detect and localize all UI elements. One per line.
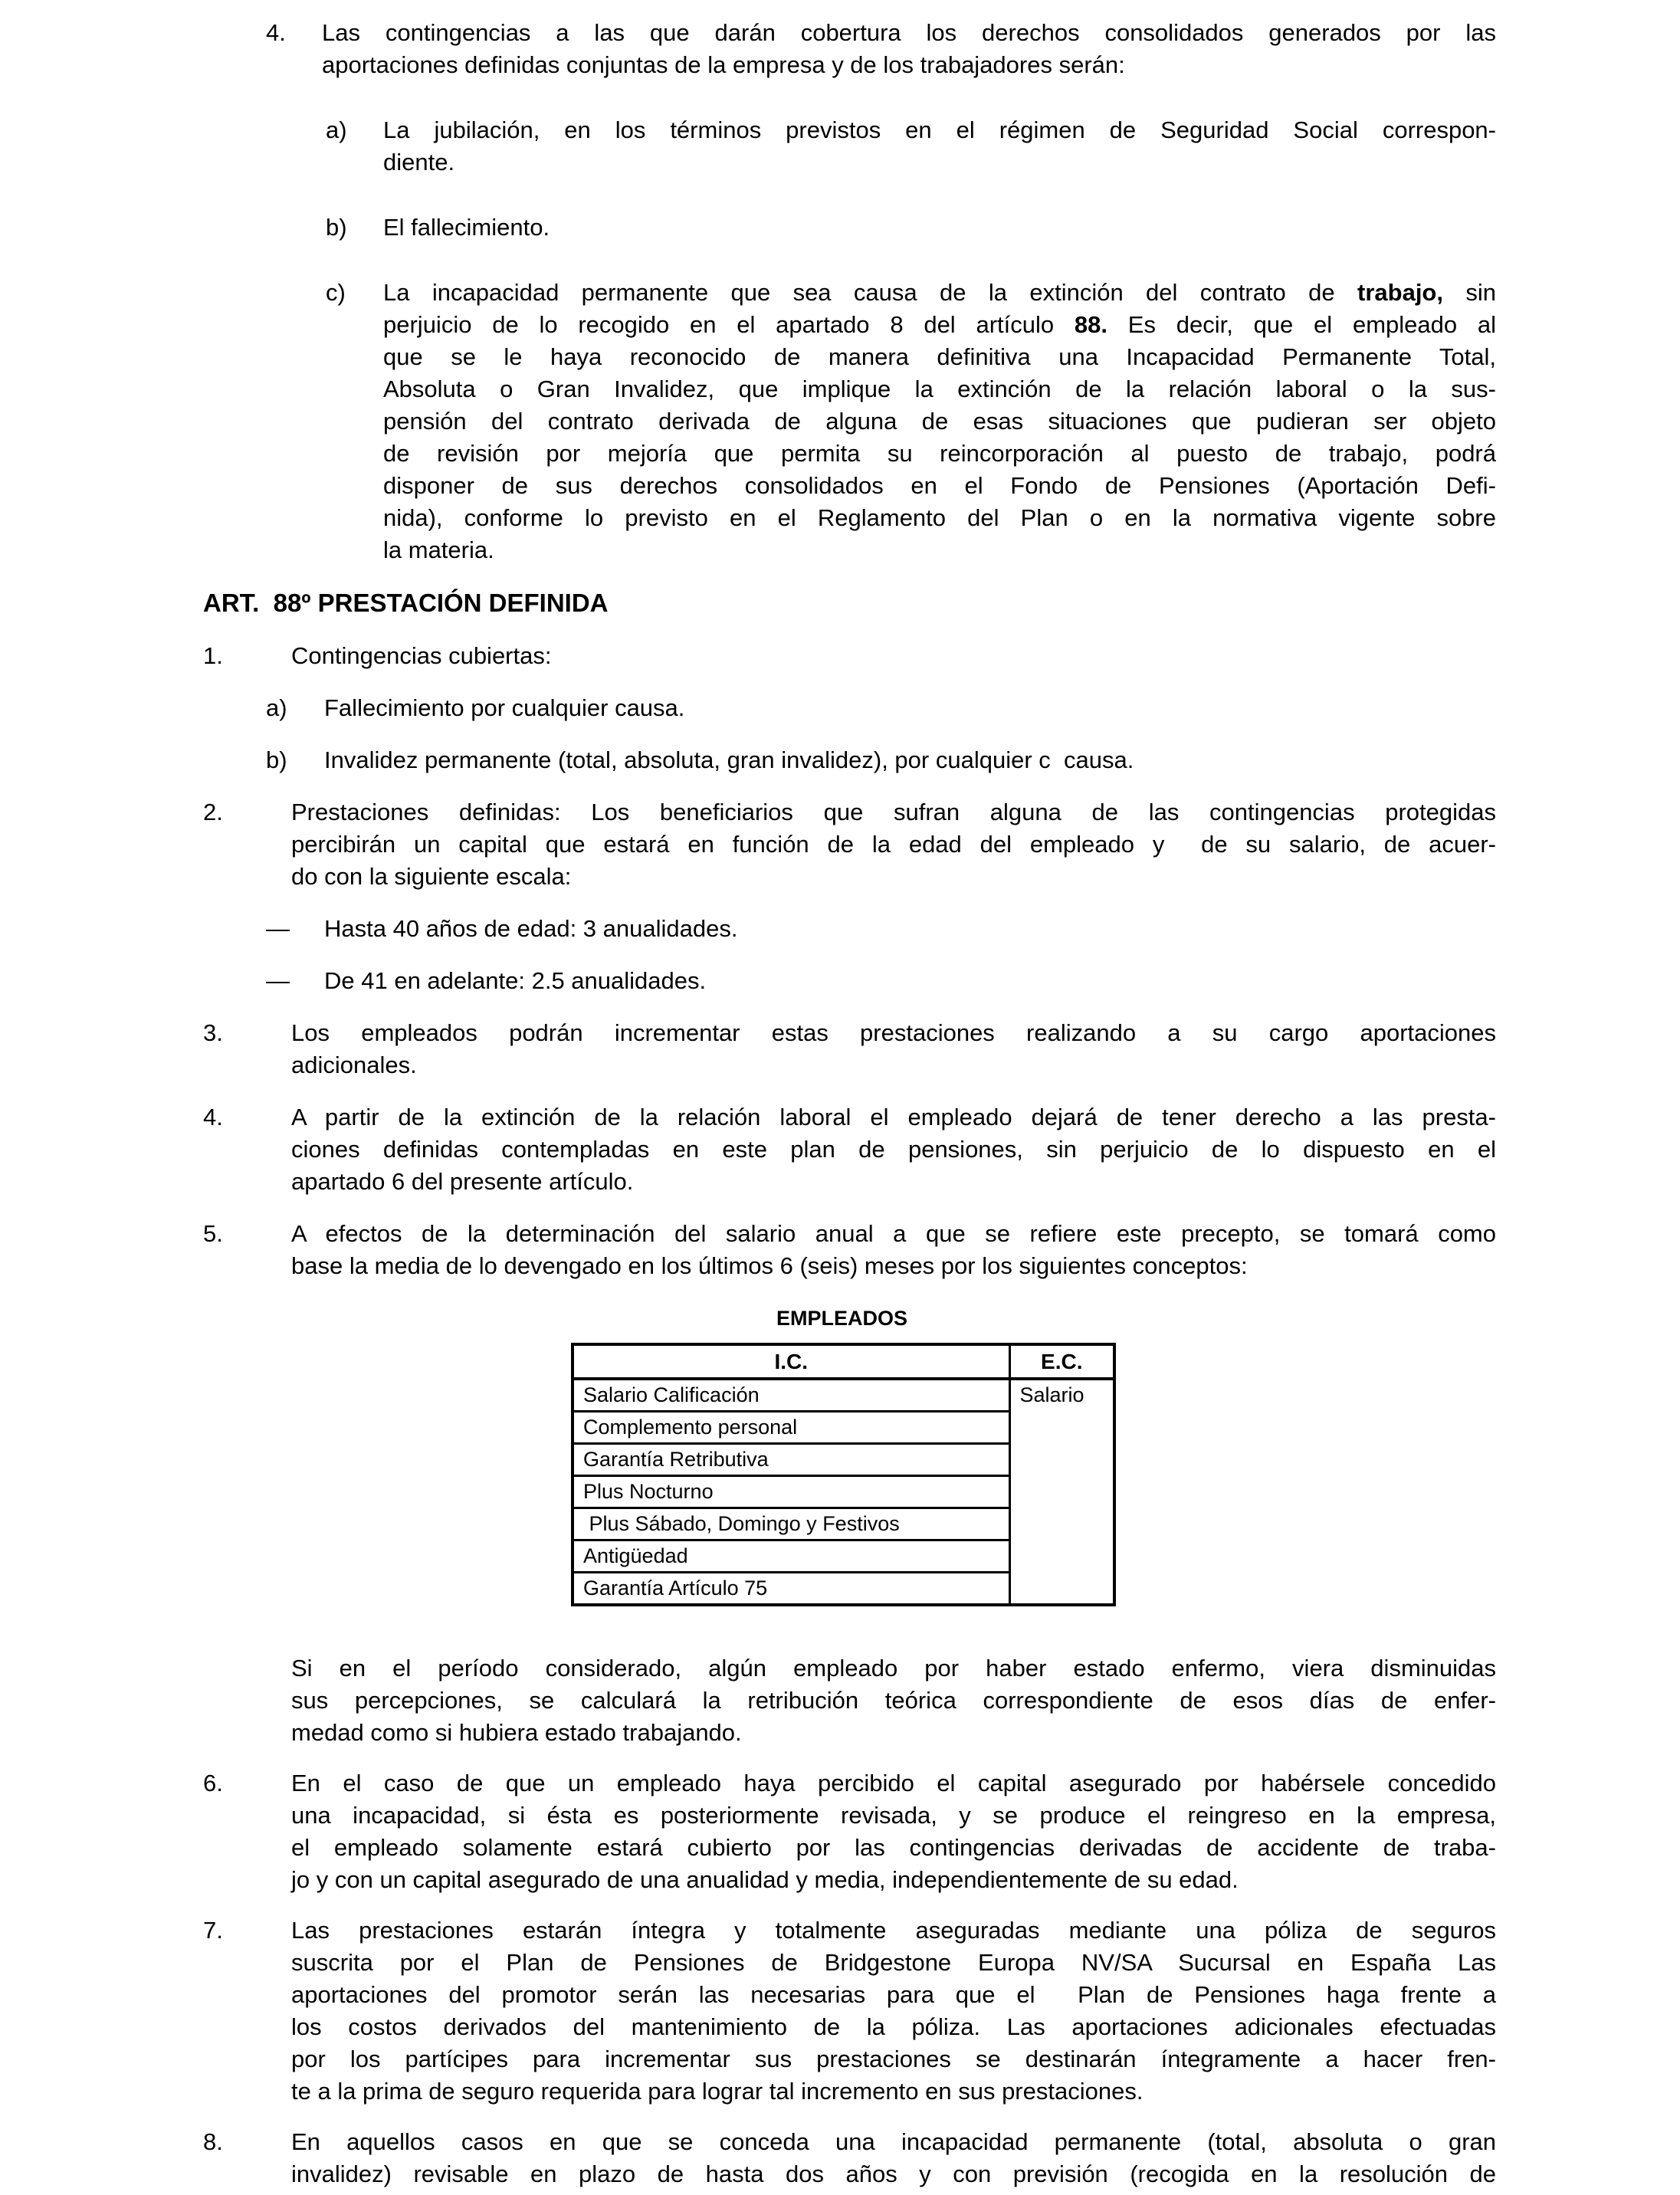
text-line: De 41 en adelante: 2.5 anualidades. [324,967,707,994]
text-line: Contingencias cubiertas: [291,642,552,669]
text-line: disponer de sus derechos consolidados en el Fondo de Pensiones (Aportación Defi- [383,472,1496,499]
text-line: do con la siguiente escala: [291,863,572,890]
table-cell-ic: Antigüedad [573,1540,1009,1573]
list-item [0,1914,1496,2108]
list-subitem [0,913,1496,945]
table-cell-ic: Garantía Retributiva [573,1444,1009,1476]
text-line: te a la prima de seguro requerida para lograr tal incremento en sus prestaciones. [291,2078,1144,2105]
post-table-paragraph [0,1652,1496,1749]
text-line: diente. [383,149,455,176]
text-line: invalidez) revisable en plazo de hasta dos años y con previsión (recogida en la resolución de [291,2161,1496,2187]
text-line: Las prestaciones estarán íntegra y totalmente aseguradas mediante una póliza de seguros [291,1917,1496,1944]
list-item [0,796,1496,893]
text-line: una incapacidad, si ésta es posteriormente revisada, y se produce el reingreso en la empresa, [291,1802,1496,1829]
list-item [0,17,1496,81]
list-item [0,2126,1496,2190]
text-line: la materia. [383,536,494,563]
intro-section [0,17,1496,566]
list-marker: 7. [203,1917,223,1944]
table-cell-ic: Plus Nocturno [573,1476,1009,1508]
text-line: los costos derivados del mantenimiento de la póliza. Las aportaciones adicionales efectuadas [291,2013,1496,2040]
text-line: Si en el período considerado, algún empleado por haber estado enfermo, viera disminuidas [291,1655,1496,1682]
table-section [0,1305,1496,1606]
text-line: apartado 6 del presente artículo. [291,1168,634,1195]
employees-table [571,1343,1116,1606]
list-item [0,1017,1496,1081]
list-marker: b) [326,214,347,241]
text-line: Fallecimiento por cualquier causa. [324,694,685,721]
text-line: A partir de la extinción de la relación laboral el empleado dejará de tener derecho a las presta- [291,1104,1496,1130]
paragraph [0,1652,1496,1749]
text-line: base la media de lo devengado en los últimos 6 (seis) meses por los siguientes conceptos: [291,1252,1248,1279]
list-marker: 4. [266,19,286,46]
text-line: percibirán un capital que estará en función de la edad del empleado y de su salario, de acuer- [291,831,1496,858]
list-item [0,1218,1496,1282]
text-line: aportaciones del promotor serán las necesarias para que el Plan de Pensiones haga frente a [291,1981,1496,2008]
text-line: por los partícipes para incrementar sus prestaciones se destinarán íntegramente a hacer fren- [291,2046,1496,2072]
list-marker: a) [266,694,287,721]
text-line: La incapacidad permanente que sea causa de la extinción del contrato de trabajo, sin [383,279,1496,306]
table-cell-ic: Complemento personal [573,1412,1009,1444]
items-before-table [0,640,1496,1282]
table-cell-ic: Garantía Artículo 75 [573,1573,1009,1606]
column-header-ec: E.C. [1009,1344,1114,1379]
list-marker: 4. [203,1104,223,1130]
text-line: suscrita por el Plan de Pensiones de Bridgestone Europa NV/SA Sucursal en España Las [291,1949,1496,1976]
text-line: En aquellos casos en que se conceda una incapacidad permanente (total, absoluta o gran [291,2128,1496,2155]
text-line: jo y con un capital asegurado de una anualidad y media, independientemente de su edad. [291,1866,1239,1893]
list-marker: — [266,967,290,994]
list-marker: 6. [203,1770,223,1796]
table-title: EMPLEADOS [776,1307,908,1330]
text-line: sus percepciones, se calculará la retribución teórica correspondiente de esos días de enfer- [291,1687,1496,1714]
list-marker: a) [326,116,347,143]
text-line: Invalidez permanente (total, absoluta, gran invalidez), por cualquier c causa. [324,746,1134,773]
list-marker: 8. [203,2128,223,2155]
list-marker: 2. [203,799,223,825]
table-cell-ic: Plus Sábado, Domingo y Festivos [573,1508,1009,1540]
items-after-table [0,1767,1496,2190]
list-item [0,1101,1496,1198]
table-cell-ec-salario: Salario [1009,1379,1114,1605]
list-item [0,1767,1496,1896]
text-line: que se le haya reconocido de manera definitiva una Incapacidad Permanente Total, [383,343,1496,370]
text-line: de revisión por mejoría que permita su reincorporación al puesto de trabajo, podrá [383,440,1496,467]
list-subitem [0,744,1496,776]
text-line: pensión del contrato derivada de alguna de esas situaciones que pudieran ser objeto [383,408,1496,435]
text-line: medad como si hubiera estado trabajando. [291,1719,742,1746]
list-item [0,640,1496,672]
list-marker: b) [266,746,287,773]
text-line: nida), conforme lo previsto en el Reglamento del Plan o en la normativa vigente sobre [383,504,1496,531]
text-line: A efectos de la determinación del salario anual a que se refiere este precepto, se tomará como [291,1220,1496,1247]
list-marker: 3. [203,1019,223,1046]
table-cell-ic: Salario Calificación [573,1379,1009,1412]
list-subitem [0,114,1496,179]
text-line: ciones definidas contempladas en este plan de pensiones, sin perjuicio de lo dispuesto en el [291,1136,1496,1163]
text-line: adicionales. [291,1052,417,1078]
text-line: Hasta 40 años de edad: 3 anualidades. [324,915,738,942]
list-marker: — [266,915,290,942]
list-marker: c) [326,279,346,306]
list-subitem [0,212,1496,244]
text-line: Absoluta o Gran Invalidez, que implique la extinción de la relación laboral o la sus- [383,376,1496,402]
text-line: El fallecimiento. [383,214,550,241]
text-line: perjuicio de lo recogido en el apartado 8 del artículo 88. Es decir, que el empleado al [383,311,1496,338]
text-line: Las contingencias a las que darán cobertura los derechos consolidados generados por las [322,19,1496,46]
text-line: el empleado solamente estará cubierto por las contingencias derivadas de accidente de traba- [291,1834,1496,1861]
list-subitem [0,965,1496,997]
list-marker: 1. [203,642,223,669]
list-subitem [0,277,1496,566]
table-header-row [573,1344,1114,1379]
column-header-ic: I.C. [573,1344,1009,1379]
text-line: La jubilación, en los términos previstos en el régimen de Seguridad Social correspon- [383,116,1496,143]
text-line: aportaciones definidas conjuntas de la empresa y de los trabajadores serán: [322,51,1125,78]
text-line: Los empleados podrán incrementar estas prestaciones realizando a su cargo aportaciones [291,1019,1496,1046]
table-row [573,1379,1114,1412]
text-line: Prestaciones definidas: Los beneficiarios que sufran alguna de las contingencias protegidas [291,799,1496,825]
list-subitem [0,692,1496,724]
text-line: En el caso de que un empleado haya percibido el capital asegurado por habérsele concedido [291,1770,1496,1796]
list-marker: 5. [203,1220,223,1247]
article-heading: ART. 88º PRESTACIÓN DEFINIDA [203,589,609,617]
